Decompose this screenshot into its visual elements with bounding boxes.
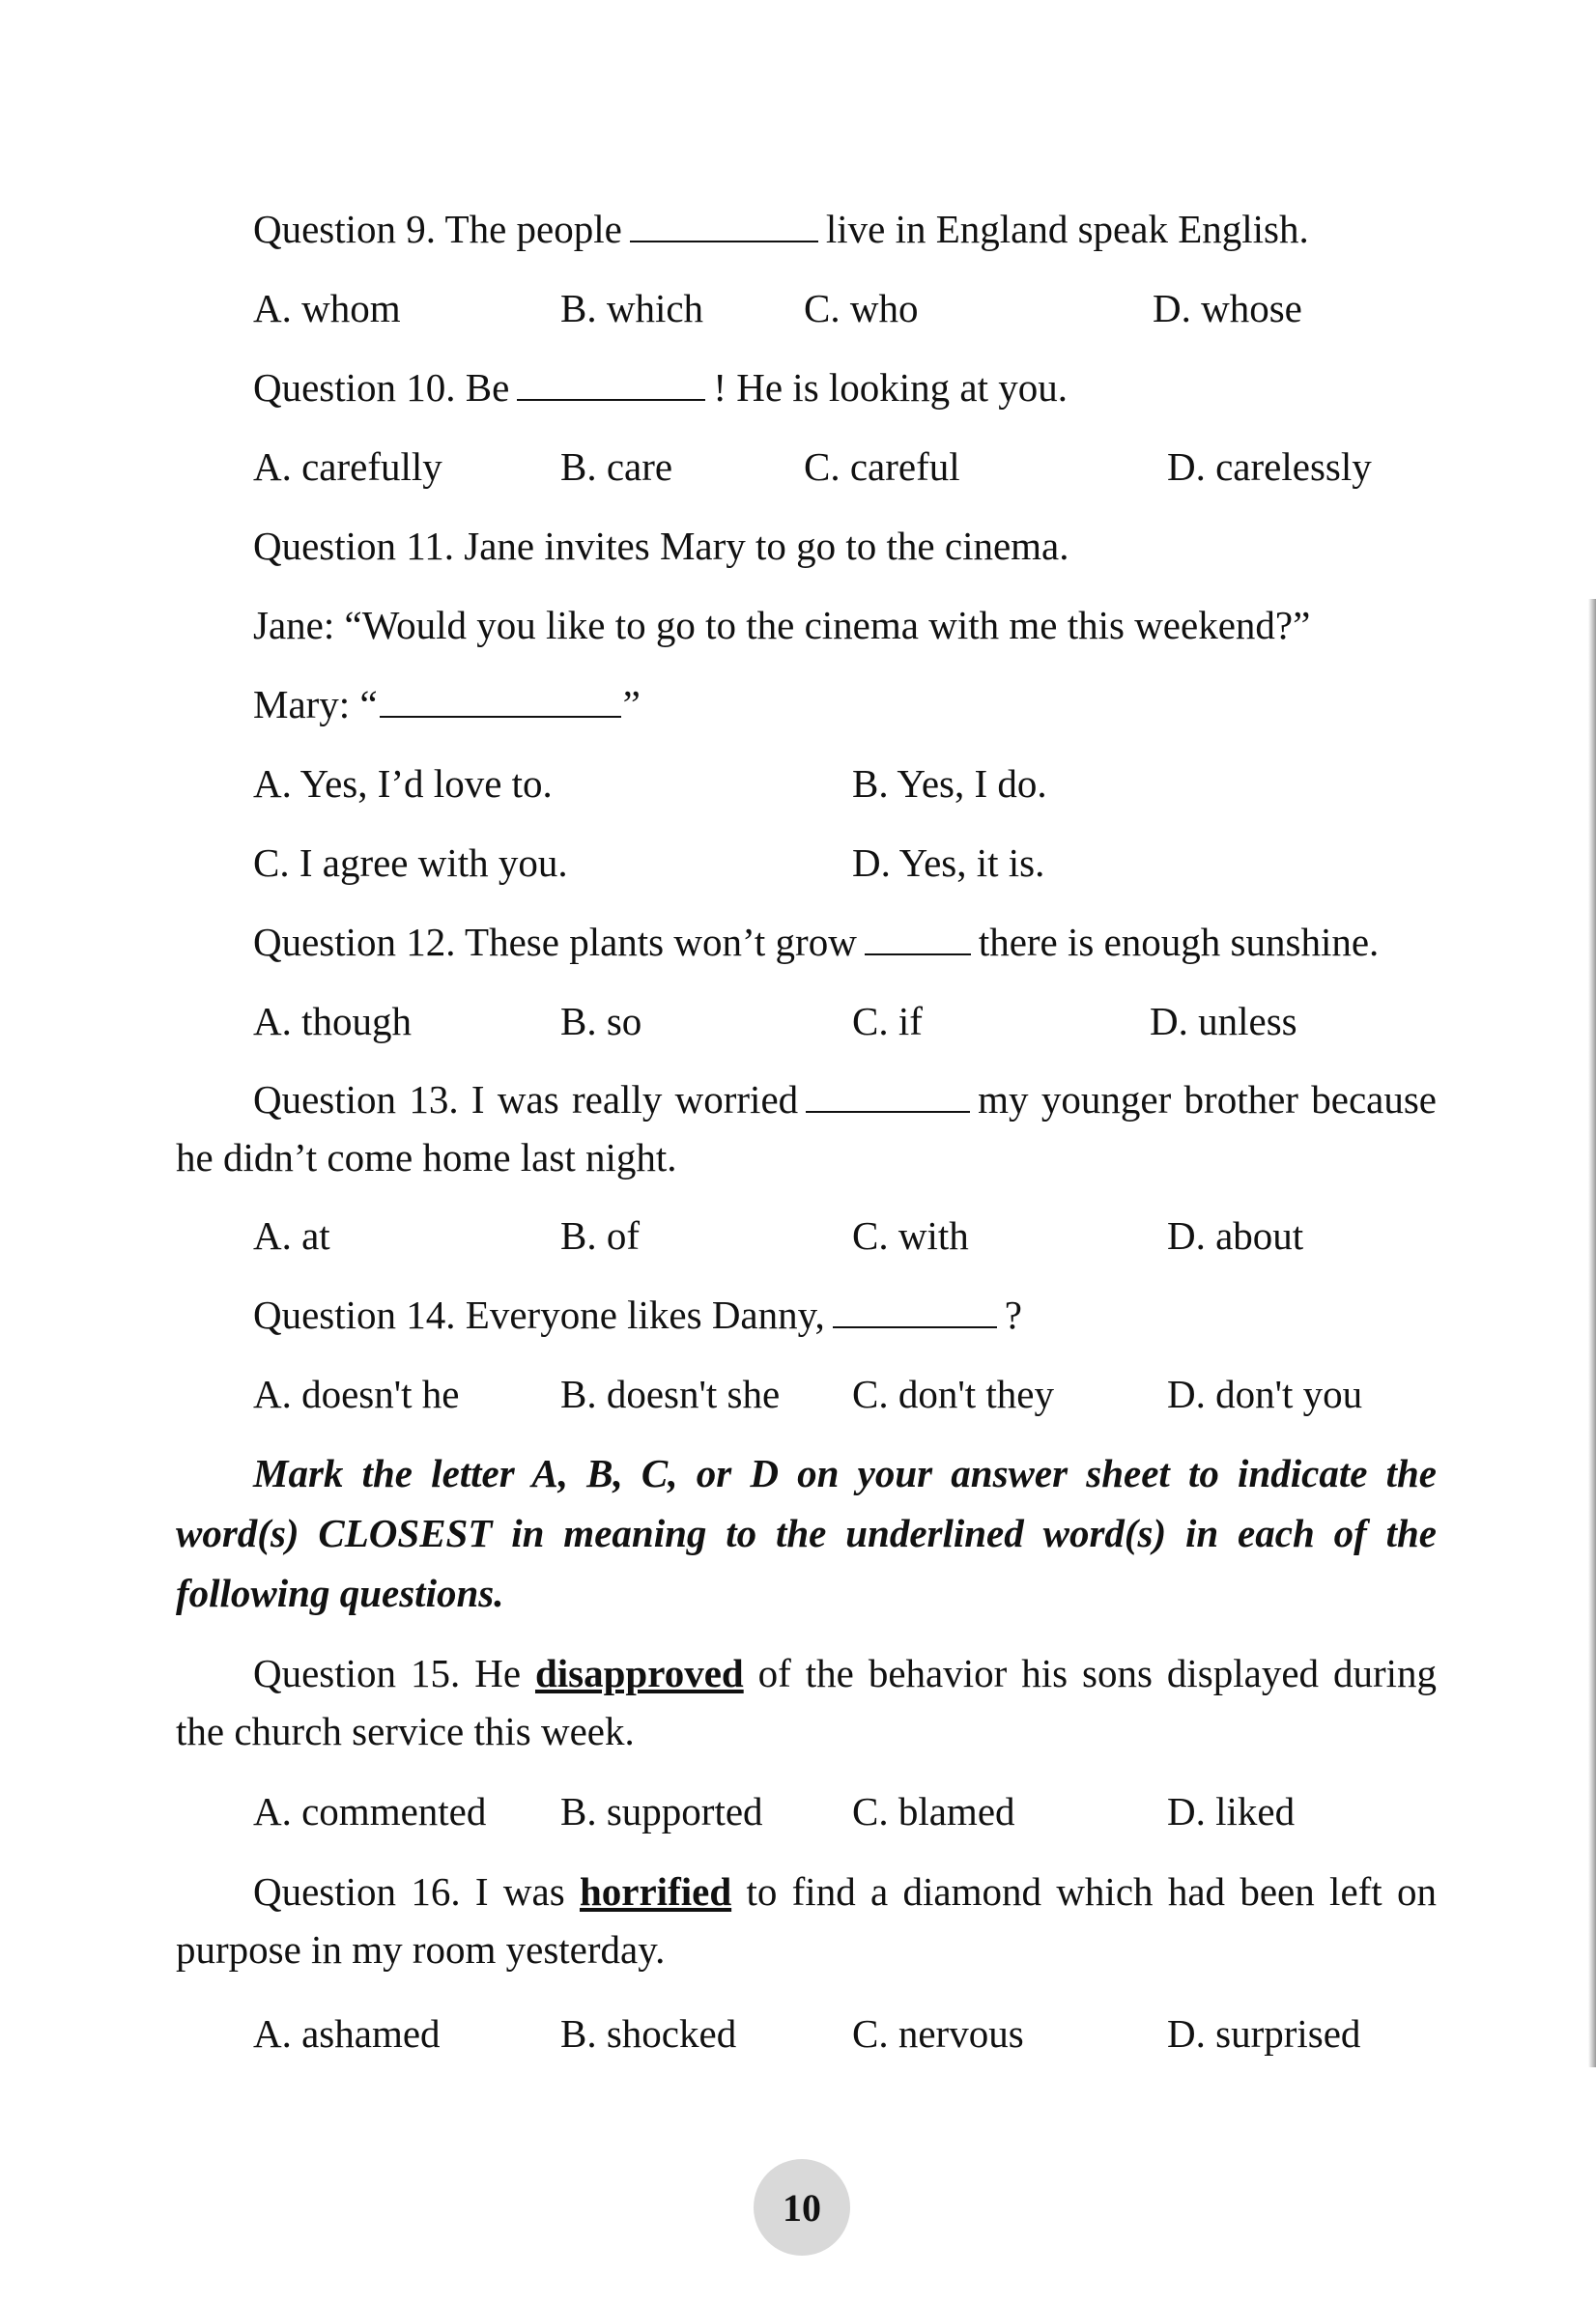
option-a: A. ashamed <box>253 2011 441 2056</box>
option-a: A. carefully <box>253 444 442 489</box>
question-12-text-before: Question 12. These plants won’t grow <box>253 920 857 964</box>
option-c: C. if <box>852 999 923 1043</box>
question-15-stem <box>176 1644 1437 1760</box>
question-10-text-before: Question 10. Be <box>253 365 510 410</box>
answer-blank <box>517 364 705 401</box>
option-c: C. nervous <box>852 2011 1024 2056</box>
question-10-text-after: ! He is looking at you. <box>713 365 1069 410</box>
option-a: A. whom <box>253 286 401 330</box>
option-b: B. shocked <box>560 2011 737 2056</box>
answer-blank <box>630 206 818 242</box>
answer-blank <box>806 1076 970 1113</box>
question-15-text-after: of the behavior his sons displayed during the church service this week. <box>176 1651 1438 1753</box>
question-12-stem <box>253 918 1437 966</box>
question-11-mary-suffix: ” <box>622 682 641 726</box>
option-a: A. doesn't he <box>253 1372 460 1416</box>
question-13-stem <box>176 1070 1437 1186</box>
option-c: C. careful <box>804 444 960 489</box>
page-number: 10 <box>754 2159 850 2256</box>
question-14-text-after: ? <box>1004 1293 1022 1337</box>
option-c: C. blamed <box>852 1789 1015 1834</box>
question-11-stem: Question 11. Jane invites Mary to go to the cinema. <box>253 524 1069 568</box>
section-instruction: Mark the letter A, B, C, or D on your answer sheet to indicate the word(s) CLOSEST in meaning to the underlined word(s) in each of the following questions. <box>176 1451 1437 1615</box>
option-d: D. unless <box>1150 999 1297 1043</box>
option-c: C. who <box>804 286 919 330</box>
question-9-text-before: Question 9. The people <box>253 207 622 251</box>
option-d: D. liked <box>1167 1789 1296 1834</box>
option-a: A. though <box>253 999 412 1043</box>
option-d: D. whose <box>1153 286 1302 330</box>
question-11-mary-prefix: Mary: “ <box>253 682 378 726</box>
question-16-text-after: to find a diamond which had been left on purpose in my room yesterday. <box>176 1869 1438 1972</box>
question-14-text-before: Question 14. Everyone likes Danny, <box>253 1293 825 1337</box>
option-b: B. which <box>560 286 704 330</box>
question-9-stem <box>253 205 1437 253</box>
answer-blank <box>833 1292 997 1328</box>
option-b: B. care <box>560 444 673 489</box>
page-edge-shadow <box>1588 599 1596 2067</box>
option-c: C. don't they <box>852 1372 1054 1416</box>
option-b: B. doesn't she <box>560 1372 781 1416</box>
question-16-stem <box>176 1862 1437 1978</box>
option-b: B. Yes, I do. <box>852 761 1047 806</box>
option-b: B. of <box>560 1213 640 1258</box>
question-16-text-before: Question 16. I was <box>253 1869 565 1914</box>
question-12-text-after: there is enough sunshine. <box>978 920 1380 964</box>
answer-blank <box>380 681 621 718</box>
option-c: C. I agree with you. <box>253 840 568 885</box>
option-a: A. at <box>253 1213 330 1258</box>
question-14-stem <box>253 1291 1437 1339</box>
option-a: A. Yes, I’d love to. <box>253 761 553 806</box>
question-11-dialogue-mary <box>253 680 1437 728</box>
question-10-stem <box>253 363 1437 412</box>
option-d: D. carelessly <box>1167 444 1372 489</box>
question-13-text-before: Question 13. I was really worried <box>253 1077 799 1122</box>
question-15-text-before: Question 15. He <box>253 1651 522 1695</box>
question-9-text-after: live in England speak English. <box>825 207 1309 251</box>
question-11-dialogue-jane: Jane: “Would you like to go to the cinema with me this weekend?” <box>253 603 1311 647</box>
option-d: D. about <box>1167 1213 1304 1258</box>
option-d: D. Yes, it is. <box>852 840 1045 885</box>
option-b: B. so <box>560 999 642 1043</box>
option-d: D. surprised <box>1167 2011 1361 2056</box>
option-d: D. don't you <box>1167 1372 1363 1416</box>
option-b: B. supported <box>560 1789 763 1834</box>
underlined-word: horrified <box>579 1869 732 1914</box>
option-a: A. commented <box>253 1789 487 1834</box>
underlined-word: disapproved <box>534 1651 744 1695</box>
option-c: C. with <box>852 1213 969 1258</box>
answer-blank <box>865 919 971 955</box>
question-13-text-after: my younger brother because he didn’t come home last night. <box>176 1077 1438 1180</box>
